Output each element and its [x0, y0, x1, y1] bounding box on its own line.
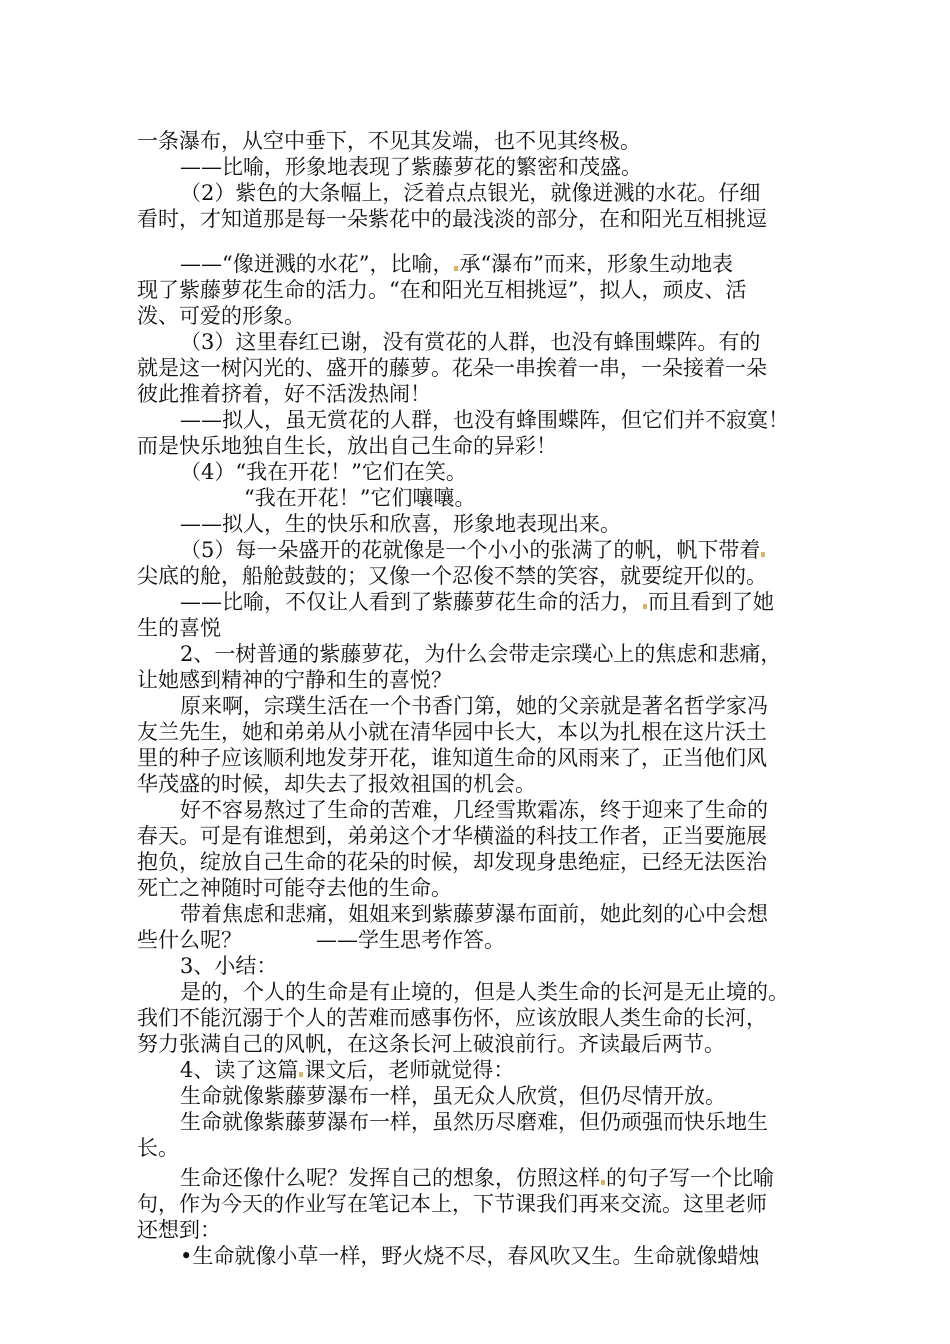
- text-line: 生命就像紫藤萝瀑布一样，虽然历尽磨难，但仍顽强而快乐地生: [180, 1110, 768, 1134]
- text-line: 彼此推着挤着，好不活泼热闹！: [137, 382, 431, 406]
- text-line: [180, 251, 733, 277]
- text-line: •生命就像小草一样，野火烧不尽，春风吹又生。生命就像蜡烛: [180, 1244, 760, 1268]
- text-line: [180, 1165, 774, 1191]
- text-line: 抱负，绽放自己生命的花朵的时候，却发现身患绝症，已经无法医治: [137, 850, 767, 874]
- text-run: 承“瀑布”而来，形象生动地表: [459, 252, 733, 276]
- text-line: 泼、可爱的形象。: [137, 304, 305, 328]
- text-line: 还想到：: [137, 1218, 221, 1242]
- text-line: [137, 927, 505, 953]
- text-run: 的句子写一个比喻: [606, 1166, 774, 1190]
- highlight-mark: [299, 1072, 303, 1077]
- text-line: 华茂盛的时候，却失去了报效祖国的机会。: [137, 772, 536, 796]
- text-line: 2、一树普通的紫藤萝花，为什么会带走宗璞心上的焦虑和悲痛，: [180, 642, 782, 666]
- text-line: 是的，个人的生命是有止境的，但是人类生命的长河是无止境的。: [180, 980, 789, 1004]
- text-line: 死亡之神随时可能夺去他的生命。: [137, 876, 452, 900]
- text-line: 原来啊，宗璞生活在一个书香门第，她的父亲就是著名哲学家冯: [180, 694, 768, 718]
- text-run: 而且看到了她: [648, 590, 774, 614]
- text-line: [180, 537, 766, 563]
- text-line: 看时，才知道那是每一朵紫花中的最浅淡的部分，在和阳光互相挑逗: [137, 207, 767, 231]
- text-line: 我们不能沉溺于个人的苦难而感事伤怀，应该放眼人类生命的长河，: [137, 1006, 767, 1030]
- text-line: ——拟人，生的快乐和欣喜，形象地表现出来。: [180, 512, 621, 536]
- text-run: ——比喻，不仅让人看到了紫藤萝花生命的活力，: [180, 590, 642, 614]
- text-line: 生命就像紫藤萝瀑布一样，虽无众人欣赏，但仍尽情开放。: [180, 1084, 726, 1108]
- text-line: 好不容易熬过了生命的苦难，几经雪欺霜冻，终于迎来了生命的: [180, 798, 768, 822]
- text-line: 友兰先生，她和弟弟从小就在清华园中长大，本以为扎根在这片沃土: [137, 720, 767, 744]
- text-line: 生的喜悦: [137, 616, 221, 640]
- text-line: 春天。可是有谁想到，弟弟这个才华横溢的科技工作者，正当要施展: [137, 824, 767, 848]
- text-run: ——“像迸溅的水花”，比喻，: [180, 252, 454, 276]
- text-line: 就是这一树闪光的、盛开的藤萝。花朵一串挨着一串，一朵接着一朵: [137, 356, 767, 380]
- text-run: 4、读了这篇: [180, 1058, 299, 1082]
- text-line: 带着焦虑和悲痛，姐姐来到紫藤萝瀑布面前，她此刻的心中会想: [180, 902, 768, 926]
- text-line: ——拟人，虽无赏花的人群，也没有蜂围蝶阵，但它们并不寂寞！: [180, 408, 789, 432]
- text-line: 里的种子应该顺利地发芽开花，谁知道生命的风雨来了，正当他们风: [137, 746, 767, 770]
- text-line: 长。: [137, 1136, 179, 1160]
- text-line: 一条瀑布，从空中垂下，不见其发端，也不见其终极。: [137, 129, 641, 153]
- highlight-mark: [601, 1180, 605, 1185]
- text-line: （4）“我在开花！”它们在笑。: [180, 460, 467, 484]
- text-line: 而是快乐地独自生长，放出自己生命的异彩！: [137, 434, 557, 458]
- text-run: 些什么呢？: [137, 928, 242, 952]
- text-line: 让她感到精神的宁静和生的喜悦？: [137, 668, 452, 692]
- text-line: （3）这里春红已谢，没有赏花的人群，也没有蜂围蝶阵。有的: [180, 330, 761, 354]
- highlight-mark: [643, 604, 647, 609]
- text-run: （5）每一朵盛开的花就像是一个小小的张满了的帆，帆下带着: [180, 538, 761, 562]
- text-line: ——比喻，形象地表现了紫藤萝花的繁密和茂盛。: [180, 155, 642, 179]
- text-run: 生命还像什么呢？发挥自己的想象，仿照这样: [180, 1166, 600, 1190]
- text-line: （2）紫色的大条幅上，泛着点点银光，就像迸溅的水花。仔细: [180, 181, 761, 205]
- text-line: 现了紫藤萝花生命的活力。“在和阳光互相挑逗”，拟人，顽皮、活: [137, 278, 747, 302]
- highlight-mark: [454, 266, 458, 271]
- text-line: [180, 589, 774, 615]
- text-line: 3、小结：: [180, 954, 278, 978]
- text-line: 努力张满自己的风帆，在这条长河上破浪前行。齐读最后两节。: [137, 1032, 725, 1056]
- text-line: [180, 1057, 514, 1083]
- highlight-mark: [761, 552, 765, 557]
- text-line: 句，作为今天的作业写在笔记本上，下节课我们再来交流。这里老师: [137, 1192, 767, 1216]
- text-run: ——学生思考作答。: [316, 928, 505, 952]
- text-line: 尖底的舱，船舱鼓鼓的；又像一个忍俊不禁的笑容，就要绽开似的。: [137, 564, 767, 588]
- text-line: “我在开花！”它们嚷嚷。: [244, 486, 476, 510]
- text-run: 课文后，老师就觉得：: [304, 1058, 515, 1082]
